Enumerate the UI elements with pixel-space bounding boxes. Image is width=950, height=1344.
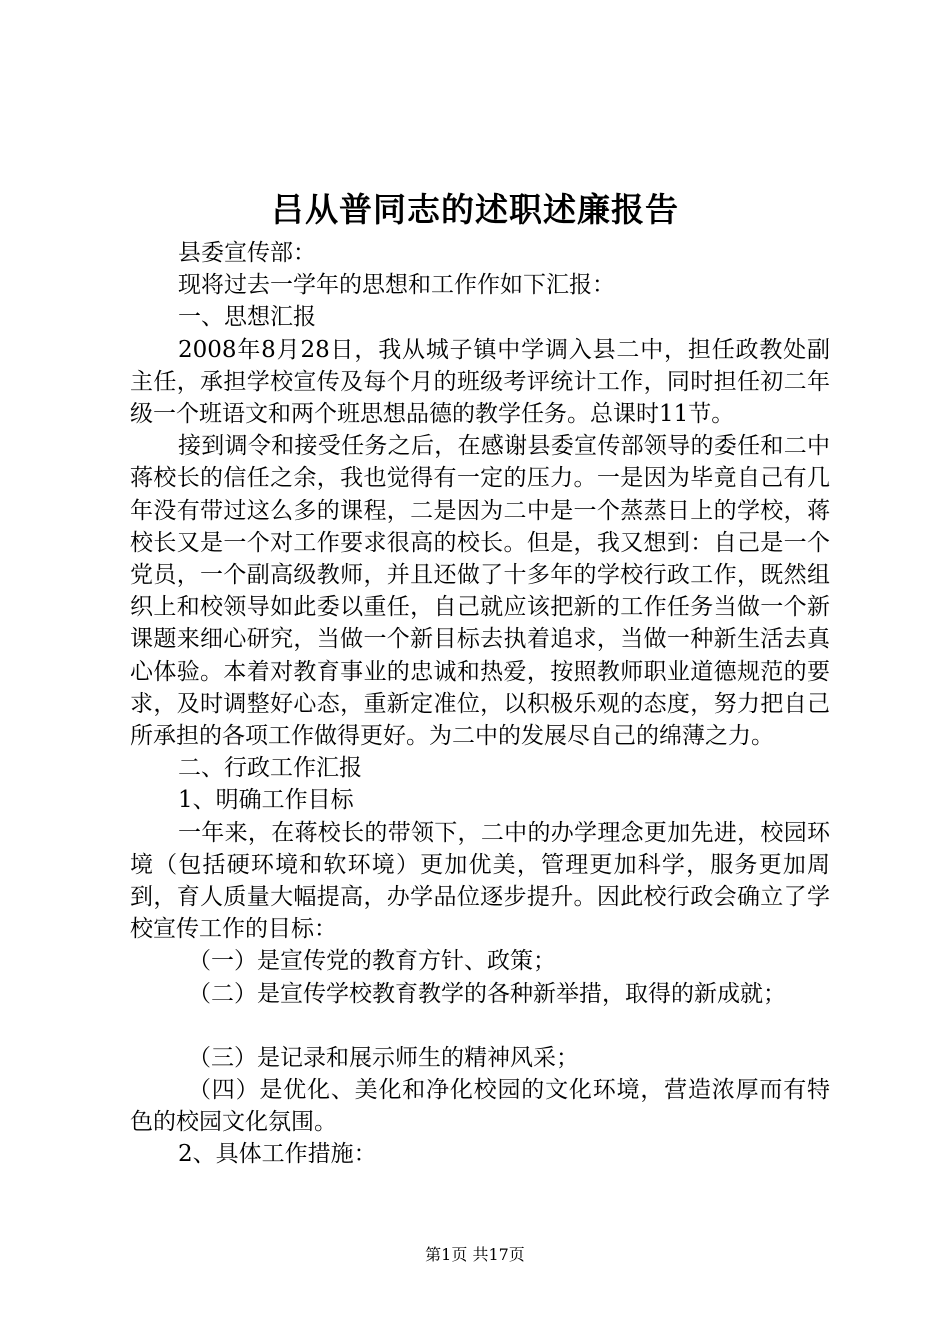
intro-paragraph: 现将过去一学年的思想和工作作如下汇报： [178,272,615,299]
goal-item: （三）是记录和展示师生的精神风采； [188,1044,579,1071]
goal-item: （四）是优化、美化和净化校园的文化环境，营造浓厚而有特色的校园文化氛围。 [130,1077,830,1136]
subsection-heading-goals: 1、明确工作目标 [178,787,354,814]
salutation: 县委宣传部： [178,240,316,266]
body-paragraph: 接到调令和接受任务之后，在感谢县委宣传部领导的委任和二中蒋校长的信任之余，我也觉得有一定的压力。一是因为毕竟自己有几年没有带过这么多的课程，二是因为二中是一个蒸蒸日上的学校，蒋校长又是一个对工作要求很高的校长。但是，我又想到：自己是一个党员，一个副高级教师，并且还做了十多年的学校行政工作，既然组织上和校领导如此委以重任，自己就应该把新的工作任务当做一个新课题来细心研究，当做一个新目标去执着追求，当做一种新生活去真心体验。本着对教育事业的忠诚和热爱，按照教师职业道德规范的要求，及时调整好心态，重新定准位，以积极乐观的态度，努力把自己所承担的各项工作做得更好。为二中的发展尽自己的绵薄之力。 [130,433,830,750]
document-body [130,237,830,1171]
section-heading-admin: 二、行政工作汇报 [178,755,362,782]
section-heading-thoughts: 一、思想汇报 [178,304,316,331]
body-paragraph: 2008年8月28日，我从城子镇中学调入县二中，担任政教处副主任，承担学校宣传及每个月的班级考评统计工作，同时担任初二年级一个班语文和两个班思想品德的教学任务。总课时11节。 [130,336,830,428]
body-paragraph: 一年来，在蒋校长的带领下，二中的办学理念更加先进，校园环境（包括硬环境和软环境）更加优美，管理更加科学，服务更加周到，育人质量大幅提高，办学品位逐步提升。因此校行政会确立了学校宣传工作的目标： [130,819,830,943]
page-footer: 第1页 共17页 [425,1245,525,1264]
goal-item: （二）是宣传学校教育教学的各种新举措，取得的新成就； [188,980,786,1007]
document-title: 吕从普同志的述职述廉报告 [271,190,679,229]
blank-line [130,1010,830,1042]
subsection-heading-measures: 2、具体工作措施： [178,1141,377,1168]
goal-item: （一）是宣传党的教育方针、政策； [188,948,556,975]
